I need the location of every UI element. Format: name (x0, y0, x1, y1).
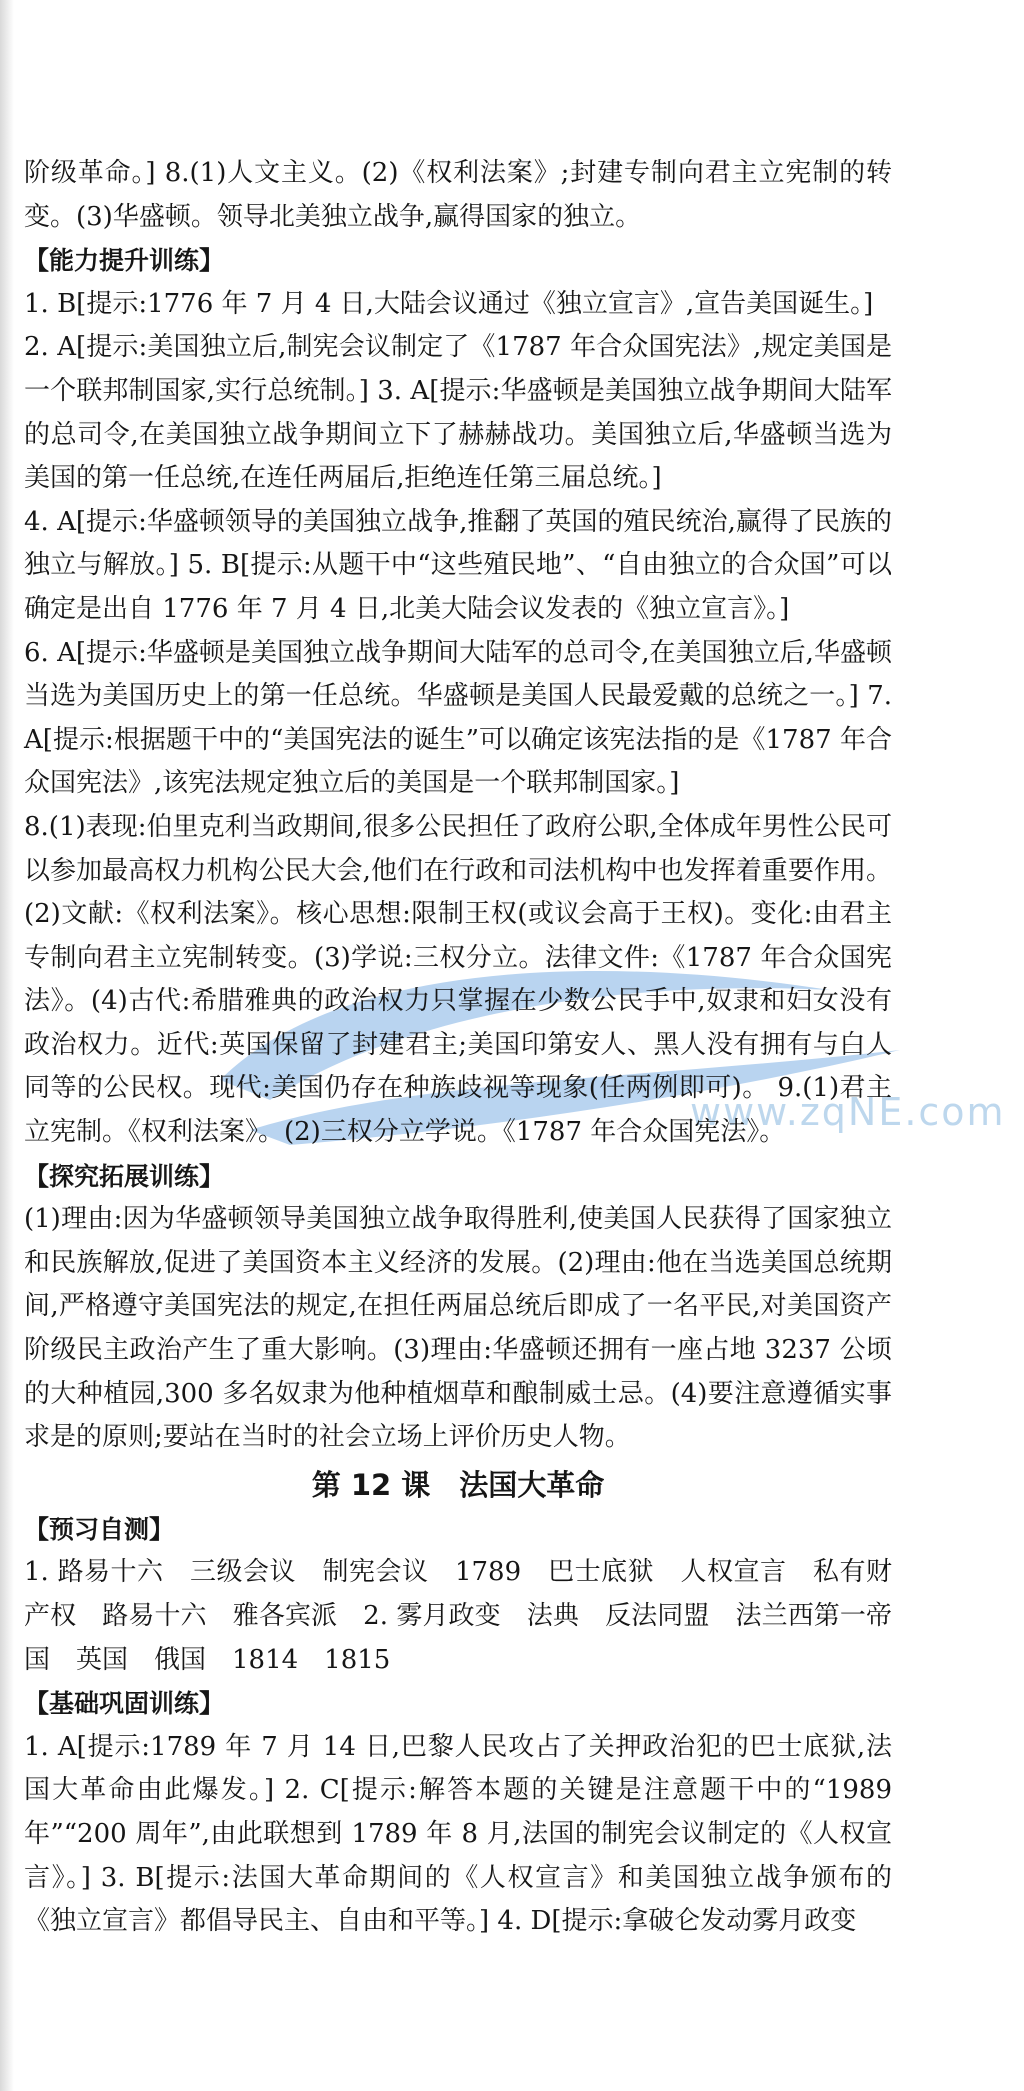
answer-content (24, 152, 892, 1944)
section-heading: 【预习自测】 (24, 1514, 175, 1544)
answer-paragraph: 1. A[提示:1789 年 7 月 14 日,巴黎人民攻占了关押政治犯的巴士底狱,法国大革命由此爆发。] 2. C[提示:解答本题的关键是注意题干中的“1989 年”“200 周年”,由此联想到 1789 年 8 月,法国的制宪会议制定的《人权宣言》。] 3. B[提示:法国大革命期间的《人权宣言》和美国独立战争颁布的《独立宣言》都倡导民主、自由和平等。] 4. D[提示:拿破仑发动雾月政变 (24, 1731, 892, 1937)
answer-paragraph: 4. A[提示:华盛顿领导的美国独立战争,推翻了英国的殖民统治,赢得了民族的独立与解放。] 5. B[提示:从题干中“这些殖民地”、“自由独立的合众国”可以确定是出自 1776 年 7 月 4 日,北美大陆会议发表的《独立宣言》。] (24, 506, 892, 624)
answer-paragraph: 6. A[提示:华盛顿是美国独立战争期间大陆军的总司令,在美国独立后,华盛顿当选为美国历史上的第一任总统。华盛顿是美国人民最爱戴的总统之一。] 7. A[提示:根据题干中的“美国宪法的诞生”可以确定该宪法指的是《1787 年合众国宪法》,该宪法规定独立后的美国是一个联邦制国家。] (24, 637, 892, 799)
lesson-title: 第 12 课 法国大革命 (311, 1467, 605, 1502)
section-heading: 【探究拓展训练】 (24, 1161, 225, 1191)
answer-paragraph: 阶级革命。] 8.(1)人文主义。(2)《权利法案》;封建专制向君主立宪制的转变。(3)华盛顿。领导北美独立战争,赢得国家的独立。 (24, 158, 892, 232)
watermark-site-text: www.zqNE.com (690, 1090, 1006, 1134)
answer-paragraph: 2. A[提示:美国独立后,制宪会议制定了《1787 年合众国宪法》,规定美国是一个联邦制国家,实行总统制。] 3. A[提示:华盛顿是美国独立战争期间大陆军的总司令,在美国独立战争期间立下了赫赫战功。美国独立后,华盛顿当选为美国的第一任总统,在连任两届后,拒绝连任第三届总统。] (24, 332, 892, 494)
answer-paragraph: (1)理由:因为华盛顿领导美国独立战争取得胜利,使美国人民获得了国家独立和民族解放,促进了美国资本主义经济的发展。(2)理由:他在当选美国总统期间,严格遵守美国宪法的规定,在担任两届总统后即成了一名平民,对美国资产阶级民主政治产生了重大影响。(3)理由:华盛顿还拥有一座占地 3237 公顷的大种植园,300 多名奴隶为他种植烟草和酿制威士忌。(4)要注意遵循实事求是的原则;要站在当时的社会立场上评价历史人物。 (24, 1204, 892, 1453)
section-heading: 【基础巩固训练】 (24, 1689, 225, 1719)
page-edge-shadow (0, 0, 14, 2091)
answer-paragraph: 1. 路易十六 三级会议 制宪会议 1789 巴士底狱 人权宣言 私有财产权 路易十六 雅各宾派 2. 雾月政变 法典 反法同盟 法兰西第一帝国 英国 俄国 1814 1815 (24, 1557, 892, 1675)
section-heading: 【能力提升训练】 (24, 246, 225, 276)
answer-paragraph: 1. B[提示:1776 年 7 月 4 日,大陆会议通过《独立宣言》,宣告美国诞生。] (24, 288, 874, 319)
answer-paragraph: 8.(1)表现:伯里克利当政期间,很多公民担任了政府公职,全体成年男性公民可以参加最高权力机构公民大会,他们在行政和司法机构中也发挥着重要作用。(2)文献:《权利法案》。核心思想:限制王权(或议会高于王权)。变化:由君主专制向君主立宪制转变。(3)学说:三权分立。法律文件:《1787 年合众国宪法》。(4)古代:希腊雅典的政治权力只掌握在少数公民手中,奴隶和妇女没有政治权力。近代:英国保留了封建君主;美国印第安人、黑人没有拥有与白人同等的公民权。现代:美国仍存在种族歧视等现象(任两例即可)。 9.(1)君主立宪制。《权利法案》。(2)三权分立学说。《1787 年合众国宪法》。 (24, 811, 892, 1148)
